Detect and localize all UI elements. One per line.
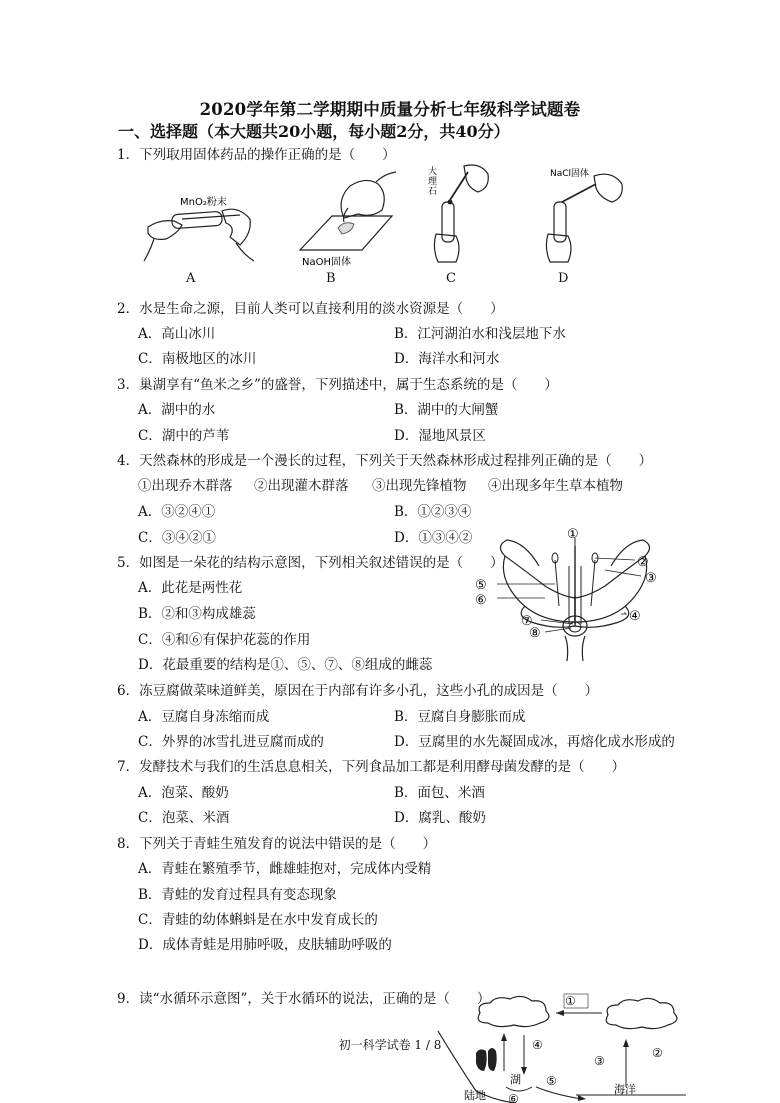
q1-label-b: B: [326, 271, 336, 286]
q1-image-a-label: MnO₂粉末: [180, 197, 227, 208]
q2-option-c: C．南极地区的冰川: [138, 351, 257, 367]
question-8: 8．下列关于青蛙生殖发育的说法中错误的是（ ）: [117, 836, 437, 852]
water-mark-2: ②: [652, 1046, 663, 1060]
q8-option-d: D．成体青蛙是用肺呼吸，皮肤辅助呼吸的: [138, 937, 392, 953]
question-5: 5．如图是一朵花的结构示意图，下列相关叙述错误的是（ ）: [117, 555, 504, 571]
q3-option-c: C．湖中的芦苇: [138, 428, 230, 444]
flower-mark-5: ⑤: [475, 578, 487, 593]
flower-mark-8: ⑧: [529, 626, 541, 641]
water-mark-6: ⑥: [508, 1092, 519, 1103]
q5-option-a: A．此花是两性花: [138, 580, 243, 596]
question-1: 1．下列取用固体药品的操作正确的是（ ）: [117, 147, 396, 163]
q1-image-d: [538, 162, 628, 267]
exam-title: 2020学年第二学期期中质量分析七年级科学试题卷: [199, 100, 581, 119]
q1-label-c: C: [446, 271, 456, 286]
q1-label-a: A: [186, 271, 196, 286]
q3-option-d: D．湿地风景区: [394, 428, 486, 444]
q4-option-a: A．③②④①: [138, 504, 216, 520]
q1-image-a: [140, 175, 260, 265]
q4-option-d: D．①③④②: [394, 530, 473, 546]
flower-mark-3: ③: [645, 571, 657, 586]
q1-image-c-label-2: 理: [428, 177, 438, 187]
page-footer: 初一科学试卷 1 / 8: [338, 1038, 442, 1052]
question-9: 9．读“水循环示意图”，关于水循环的说法，正确的是（ ）: [117, 991, 491, 1007]
q1-image-c: [428, 162, 498, 267]
q1-image-b-label: NaOH固体: [302, 257, 351, 268]
q1-image-c-label-1: 大: [428, 167, 438, 177]
question-3: 3．巢湖享有“鱼米之乡”的盛誉，下列描述中，属于生态系统的是（ ）: [117, 377, 558, 393]
q2-option-a: A．高山冰川: [138, 326, 216, 342]
q1-image-c-label-3: 石: [428, 187, 438, 197]
question-7: 7．发酵技术与我们的生活息息相关，下列食品加工都是利用酵母菌发酵的是（ ）: [117, 759, 626, 775]
question-2: 2．水是生命之源，目前人类可以直接利用的淡水资源是（ ）: [117, 301, 504, 317]
q3-option-a: A．湖中的水: [138, 402, 216, 418]
flower-mark-6: ⑥: [475, 593, 487, 608]
q6-option-d: D．豆腐里的水先凝固成冰，再熔化成水形成的: [394, 734, 675, 750]
q1-image-b: [292, 170, 402, 268]
q8-option-c: C．青蛙的幼体蝌蚪是在水中发育成长的: [138, 912, 378, 928]
q3-option-b: B．湖中的大闸蟹: [394, 402, 499, 418]
q2-option-b: B．江河湖泊水和浅层地下水: [394, 326, 566, 342]
water-label-ocean: 海洋: [614, 1083, 636, 1096]
water-label-lake: 湖: [510, 1073, 521, 1086]
q6-option-a: A．豆腐自身冻缩而成: [138, 709, 270, 725]
section-heading: 一、选择题（本大题共20小题，每小题2分，共40分）: [118, 122, 510, 141]
q2-option-d: D．海洋水和河水: [394, 351, 500, 367]
flower-mark-1: ①: [567, 527, 579, 542]
q7-option-a: A．泡菜、酸奶: [138, 785, 229, 801]
q4-item-4: ④出现多年生草本植物: [488, 478, 623, 494]
water-mark-1: ①: [565, 994, 576, 1008]
q6-option-c: C．外界的冰雪扎进豆腐而成的: [138, 734, 324, 750]
q5-option-c: C．④和⑥有保护花蕊的作用: [138, 632, 311, 648]
flower-mark-2: ②: [637, 555, 649, 570]
q1-label-d: D: [558, 271, 569, 286]
flower-mark-4: ④: [629, 609, 641, 624]
water-mark-4: ④: [532, 1038, 543, 1052]
q8-option-a: A．青蛙在繁殖季节，雌雄蛙抱对，完成体内受精: [138, 861, 432, 877]
q5-option-d: D．花最重要的结构是①、⑤、⑦、⑧组成的雌蕊: [138, 657, 433, 673]
water-mark-5: ⑤: [546, 1074, 557, 1088]
q7-option-d: D．腐乳、酸奶: [394, 810, 486, 826]
q4-item-3: ③出现先锋植物: [372, 478, 467, 494]
water-mark-3: ③: [594, 1054, 605, 1068]
q7-option-c: C．泡菜、米酒: [138, 810, 230, 826]
question-6: 6．冻豆腐做菜味道鲜美，原因在于内部有许多小孔，这些小孔的成因是（ ）: [117, 683, 599, 699]
q4-option-b: B．①②③④: [394, 504, 472, 520]
q6-option-b: B．豆腐自身膨胀而成: [394, 709, 526, 725]
q5-option-b: B．②和③构成雄蕊: [138, 606, 256, 622]
q8-option-b: B．青蛙的发育过程具有变态现象: [138, 887, 337, 903]
q1-image-d-label: NaCl固体: [550, 169, 590, 179]
question-4: 4．天然森林的形成是一个漫长的过程，下列关于天然森林形成过程排列正确的是（ ）: [117, 453, 653, 469]
flower-mark-7: ⑦: [521, 614, 533, 629]
q4-item-2: ②出现灌木群落: [254, 478, 349, 494]
q4-option-c: C．③④②①: [138, 530, 216, 546]
q4-item-1: ①出现乔木群落: [138, 478, 233, 494]
flower-diagram: [475, 526, 675, 661]
water-label-land: 陆地: [464, 1089, 486, 1102]
q7-option-b: B．面包、米酒: [394, 785, 485, 801]
